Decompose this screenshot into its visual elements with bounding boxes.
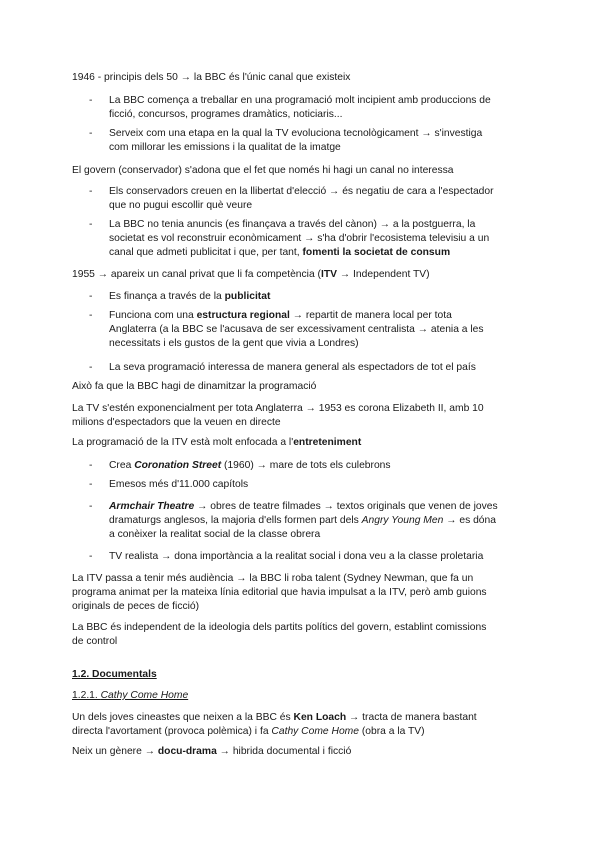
bullet-text: societat es vol reconstruir econòmicament → s'ha d'obrir l'ecosistema televisiu a un	[109, 233, 490, 244]
subsection-heading: 1.2.1. Cathy Come Home	[72, 690, 189, 701]
paragraph-expansion: milions d'espectadors que la veuen en directe	[72, 417, 281, 428]
bullet-text: Armchair Theatre → obres de teatre filmades → textos originals que venen de joves	[109, 501, 498, 512]
paragraph-1955: 1955 → apareix un canal privat que li fa competència (ITV → Independent TV)	[72, 269, 430, 280]
bullet-text: que no pugui escollir què veure	[109, 200, 253, 211]
bullet-text: Funciona com una estructura regional → repartit de manera local per tota	[109, 310, 452, 321]
bullet-text: La seva programació interessa de manera general als espectadors de tot el país	[109, 362, 476, 373]
bullet-marker: -	[89, 501, 93, 512]
bullet-marker: -	[89, 460, 93, 471]
paragraph-audiencia: programa animat per la mateixa línia editorial que havia impulsat a la ITV, però amb guions	[72, 587, 487, 598]
bullet-text: La BBC no tenia anuncis (es finançava a través del cànon) → a la postguerra, la	[109, 219, 476, 230]
bullet-text: ficció, concursos, programes dramàtics, noticiaris...	[109, 109, 343, 120]
bullet-text: TV realista → dona importància a la realitat social i dona veu a la classe proletaria	[109, 551, 484, 562]
bullet-text: com millorar les emissions i la qualitat de la imatge	[109, 142, 341, 153]
paragraph-1946: 1946 - principis dels 50 → la BBC és l'únic canal que existeix	[72, 72, 351, 83]
paragraph-govern: El govern (conservador) s'adona que el fet que només hi hagi un canal no interessa	[72, 165, 454, 176]
bullet-marker: -	[89, 219, 93, 230]
bullet-marker: -	[89, 128, 93, 139]
paragraph-independence: La BBC és independent de la ideologia dels partits polítics del govern, establint comissions	[72, 622, 487, 633]
bullet-text: Emesos més d'11.000 capítols	[109, 479, 249, 490]
paragraph-ken-loach: Un dels joves cineastes que neixen a la BBC és Ken Loach → tracta de manera bastant	[72, 712, 477, 723]
bullet-marker: -	[89, 310, 93, 321]
bullet-marker: -	[89, 95, 93, 106]
paragraph-ken-loach: directa l'avortament (provoca polèmica) i fa Cathy Come Home (obra a la TV)	[72, 726, 425, 737]
bullet-text: canal que admeti publicitat i que, per tant, fomenti la societat de consum	[109, 247, 451, 258]
paragraph-independence: de control	[72, 636, 118, 647]
bullet-text: Crea Coronation Street (1960) → mare de tots els culebrons	[109, 460, 391, 471]
paragraph-itv-programming: La programació de la ITV està molt enfocada a l'entreteniment	[72, 437, 362, 448]
bullet-text: Els conservadors creuen en la llibertat d'elecció → és negatiu de cara a l'espectador	[109, 186, 494, 197]
paragraph-audiencia: La ITV passa a tenir més audiència → la BBC li roba talent (Sydney Newman, que fa un	[72, 573, 474, 584]
bullet-text: La BBC comença a treballar en una programació molt incipient amb produccions de	[109, 95, 491, 106]
bullet-text: a conèixer la realitat social de la classe obrera	[109, 529, 321, 540]
paragraph-audiencia: originals de peces de ficció)	[72, 601, 200, 612]
paragraph-expansion: La TV s'estén exponencialment per tota Anglaterra → 1953 es corona Elizabeth II, amb 10	[72, 403, 484, 414]
bullet-marker: -	[89, 291, 93, 302]
bullet-text: Anglaterra (a la BBC se l'acusava de ser excessivament centralista → atenia a les	[109, 324, 484, 335]
bullet-marker: -	[89, 551, 93, 562]
bullet-marker: -	[89, 186, 93, 197]
bullet-text: necessitats i els gustos de la gent que vivia a Londres)	[109, 338, 359, 349]
bullet-text: dramaturgs anglesos, la majoria d'ells formen part dels Angry Young Men → es dóna	[109, 515, 496, 526]
paragraph-docu-drama: Neix un gènere → docu-drama → hibrida documental i ficció	[72, 746, 352, 757]
paragraph-dinamitzar: Això fa que la BBC hagi de dinamitzar la programació	[72, 381, 317, 392]
bullet-marker: -	[89, 479, 93, 490]
section-heading: 1.2. Documentals	[72, 669, 157, 680]
bullet-text: Serveix com una etapa en la qual la TV evoluciona tecnològicament → s'investiga	[109, 128, 483, 139]
bullet-text: Es finança a través de la publicitat	[109, 291, 271, 302]
bullet-marker: -	[89, 362, 93, 373]
